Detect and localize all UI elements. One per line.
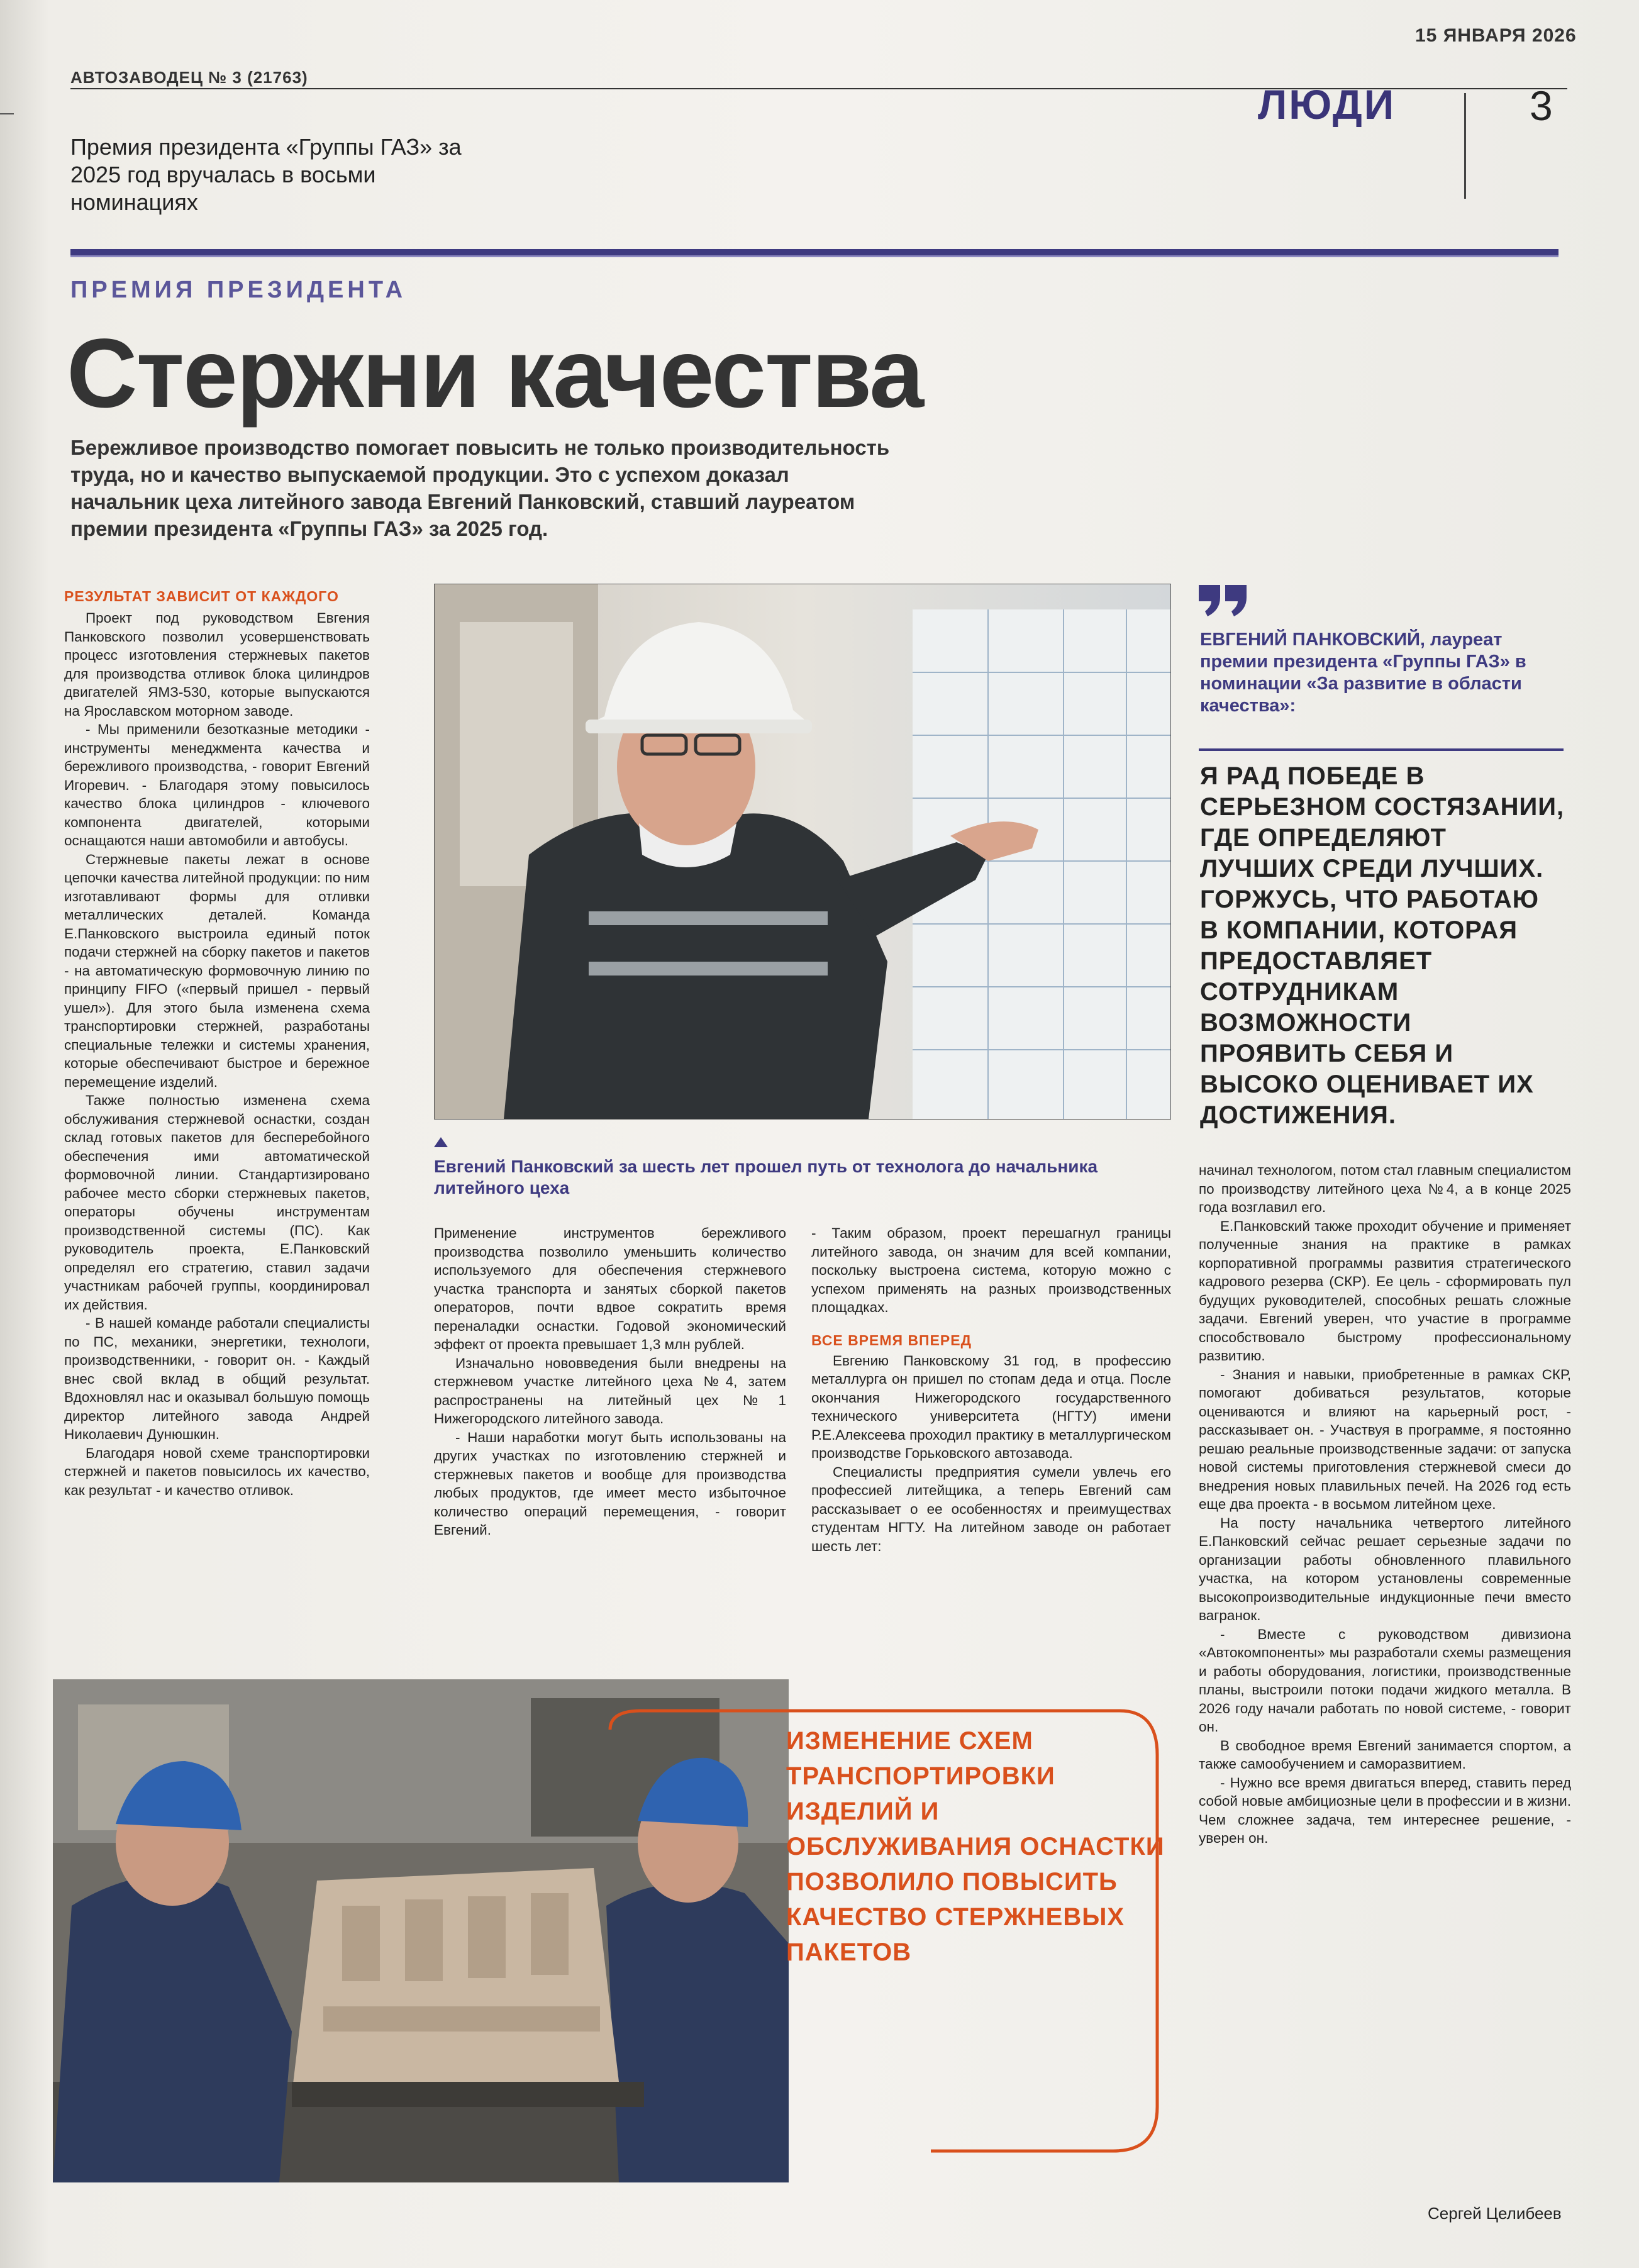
page-number: 3 — [1530, 82, 1553, 129]
photo-caption: Евгений Панковский за шесть лет прошел путь от технолога до начальника литейного цеха — [434, 1157, 1098, 1198]
teaser-text: Премия президента «Группы ГАЗ» за 2025 год вручалась в восьми номинациях — [70, 134, 462, 215]
caption-marker-icon — [434, 1137, 448, 1147]
paragraph: - Мы применили безотказные методики - инструменты менеджмента качества и бережливого производства, - говорит Евгений Игоревич. - Благодаря этому повысилось качество блока цилиндров - ключевого компонента двигателей, которыми оснащаются наши автомобили и автобусы. — [64, 721, 370, 848]
quote-author: ЕВГЕНИЙ ПАНКОВСКИЙ, лауреат премии президента «Группы ГАЗ» в номинации «За развитие в области качества»: — [1200, 630, 1526, 716]
subheading-forward: ВСЕ ВРЕМЯ ВПЕРЕД — [811, 1331, 972, 1348]
subheading-result: РЕЗУЛЬТАТ ЗАВИСИТ ОТ КАЖДОГО — [64, 588, 339, 604]
paragraph: Специалисты предприятия сумели увлечь его профессией литейщика, а теперь Евгений сам рассказывает о ее особенностях и преимуществах студентам НГТУ. На литейном заводе он работает шесть лет: — [811, 1464, 1171, 1554]
issue-number: АВТОЗАВОДЕЦ № 3 (21763) — [70, 68, 308, 87]
pull-quote: ИЗМЕНЕНИЕ СХЕМ ТРАНСПОРТИРОВКИ ИЗДЕЛИЙ И ОБСЛУЖИВАНИЯ ОСНАСТКИ ПОЗВОЛИЛО ПОВЫСИТЬ КАЧЕСТВО СТЕРЖНЕВЫХ ПАКЕТОВ — [786, 1727, 1165, 1966]
issue-date: 15 ЯНВАРЯ 2026 — [1415, 25, 1577, 46]
paragraph: На посту начальника четвертого литейного Е.Панковский сейчас решает серьезные задачи по организации работы обновленного плавильного участка, на котором установлены современные высокопроизводительные индукционные печи вместо вагранок. — [1199, 1515, 1571, 1623]
paragraph: - Наши наработки могут быть использованы на других участках по изготовлению стержней и стержневых пакетов и вообще для производства любых продуктов, где имеет место избыточное количество операций перемещения, - говорит Евгений. — [434, 1429, 786, 1538]
paragraph: - Вместе с руководством дивизиона «Автокомпоненты» мы разработали схемы размещения и работы оборудования, логистики, производственные планы, выстроили потоки подачи жидкого металла. В 2026 году начали работать по новой системе, - говорит он. — [1199, 1626, 1571, 1735]
masthead-rule — [70, 249, 1558, 257]
article-byline: Сергей Целибеев — [1428, 2204, 1562, 2223]
column-4 — [1199, 1161, 1571, 1848]
main-photo — [434, 584, 1171, 1120]
column-1-text — [64, 609, 370, 1499]
paragraph: Также полностью изменена схема обслуживания стержневой оснастки, создан склад готовых пакетов для бесперебойного обеспечения ими автоматической формовочной линии. Стандартизировано рабочее место сборки стержневых пакетов, операторы обучены инструментам производственной системы (ПС). Как руководитель проекта, Е.Панковский определял его стратегию, ставил задачи участникам рабочей группы, координировал их действия. — [64, 1092, 370, 1313]
section-divider — [1464, 93, 1466, 199]
column-2 — [434, 1224, 786, 1540]
paragraph: - В нашей команде работали специалисты по ПС, механики, энергетики, технологи, производственники, - говорит он. - Каждый внес свой вклад в общий результат. Вдохновлял нас и оказывал большую помощь директор литейного завода Андрей Николаевич Дунюшкин. — [64, 1315, 370, 1442]
article-title: Стержни качества — [67, 319, 923, 428]
worker-photo-illustration — [435, 584, 1170, 1119]
paragraph: начинал технологом, потом стал главным специалистом по производству литейного цеха №4, а в конце 2025 года возглавил его. — [1199, 1162, 1571, 1215]
paragraph: Стержневые пакеты лежат в основе цепочки качества литейной продукции: по ним изготавливают формы для отливки металлических деталей. Команда Е.Панковского выстроила единый поток подачи стержней на сборку пакетов и пакетов - на автоматическую формовочную линию по принципу FIFO («первый пришел - первый ушел»). Для этого была изменена схема транспортировки стержней, разработаны специальные тележки и системы хранения, которые обеспечивают быстрое и бережное перемещение изделий. — [64, 851, 370, 1090]
quote-text: Я РАД ПОБЕДЕ В СЕРЬЕЗНОМ СОСТЯЗАНИИ, ГДЕ ОПРЕДЕЛЯЮТ ЛУЧШИХ СРЕДИ ЛУЧШИХ. ГОРЖУСЬ, ЧТО РАБОТАЮ В КОМПАНИИ, КОТОРАЯ ПРЕДОСТАВЛЯЕТ СОТРУДНИКАМ ВОЗМОЖНОСТИ ПРОЯВИТЬ СЕБЯ И ВЫСОКО ОЦЕНИВАЕТ ИХ ДОСТИЖЕНИЯ. — [1200, 762, 1565, 1129]
paragraph: Е.Панковский также проходит обучение и применяет полученные знания на практике в рамках корпоративной программы развития стратегического кадрового резерва (СКР). Ее цель - сформировать пул будущих руководителей, способных решать сложные задачи. Евгений уверен, что участие в программе способствовало быстрому профессиональному развитию. — [1199, 1218, 1571, 1364]
article-lead: Бережливое производство помогает повысить не только производительность труда, но и качество выпускаемой продукции. Это с успехом доказал начальник цеха литейного завода Евгений Панковский, ставший лауреатом премии президента «Группы ГАЗ» за 2025 год. — [70, 436, 890, 540]
fold-mark — [0, 113, 14, 114]
column-3 — [811, 1224, 1171, 1555]
paragraph: Применение инструментов бережливого производства позволило уменьшить количество используемого для обеспечения стержневого участка транспорта и занятых сборкой пакетов операторов, почти вдвое сократить время переналадки оснастки. Годовой экономический эффект от проекта превышает 1,3 млн рублей. — [434, 1225, 786, 1352]
paragraph: Проект под руководством Евгения Панковского позволил усовершенствовать процесс изготовления стержневых пакетов для производства отливок блока цилиндров двигателей ЯМЗ-530, которые выпускаются на Ярославском моторном заводе. — [64, 610, 370, 719]
column-3-text-top — [811, 1224, 1171, 1317]
paragraph: Евгению Панковскому 31 год, в профессию металлурга он пришел по стопам деда и отца. После окончания Нижегородского государственного технического университета (НГТУ) имени Р.Е.Алексеева проходил практику в металлургическом производстве Горьковского автозавода. — [811, 1352, 1171, 1461]
bleed-through-ghost — [1031, 98, 1045, 145]
column-3-text-bottom — [811, 1352, 1171, 1556]
quote-rule — [1199, 748, 1564, 751]
paragraph: - Знания и навыки, приобретенные в рамках СКР, помогают добиваться результатов, которые оцениваются и влияют на карьерный рост, - рассказывает он. - Участвуя в программе, я постоянно решаю реальные производственные задачи: от запуска новой системы приготовления стержневой смеси до внедрения новых плавильных печей. На 2026 год есть еще два проекта - в восьмом литейном цехе. — [1199, 1366, 1571, 1512]
paragraph: Благодаря новой схеме транспортировки стержней и пакетов повысилось их качество, как результат - и качество отливок. — [64, 1445, 370, 1498]
paragraph: В свободное время Евгений занимается спортом, а также самообучением и саморазвитием. — [1199, 1737, 1571, 1772]
column-1 — [64, 588, 370, 1499]
paragraph: - Нужно все время двигаться вперед, ставить перед собой новые амбициозные цели в профессии и в жизни. Чем сложнее задача, тем интереснее решение, - уверен он. — [1199, 1774, 1571, 1846]
quote-glyph — [1199, 585, 1249, 616]
article-rubric: ПРЕМИЯ ПРЕЗИДЕНТА — [70, 277, 407, 303]
paragraph: Изначально нововведения были внедрены на стержневом участке литейного цеха №4, затем распространены на литейный цех №1 Нижегородского литейного завода. — [434, 1355, 786, 1426]
quote-mark-icon — [1199, 585, 1249, 616]
section-title: ЛЮДИ — [1258, 81, 1396, 128]
paragraph: - Таким образом, проект перешагнул границы литейного завода, он значим для всей компании, поскольку выстроена система, которую можно с успехом применять на разных производственных площадках. — [811, 1225, 1171, 1315]
